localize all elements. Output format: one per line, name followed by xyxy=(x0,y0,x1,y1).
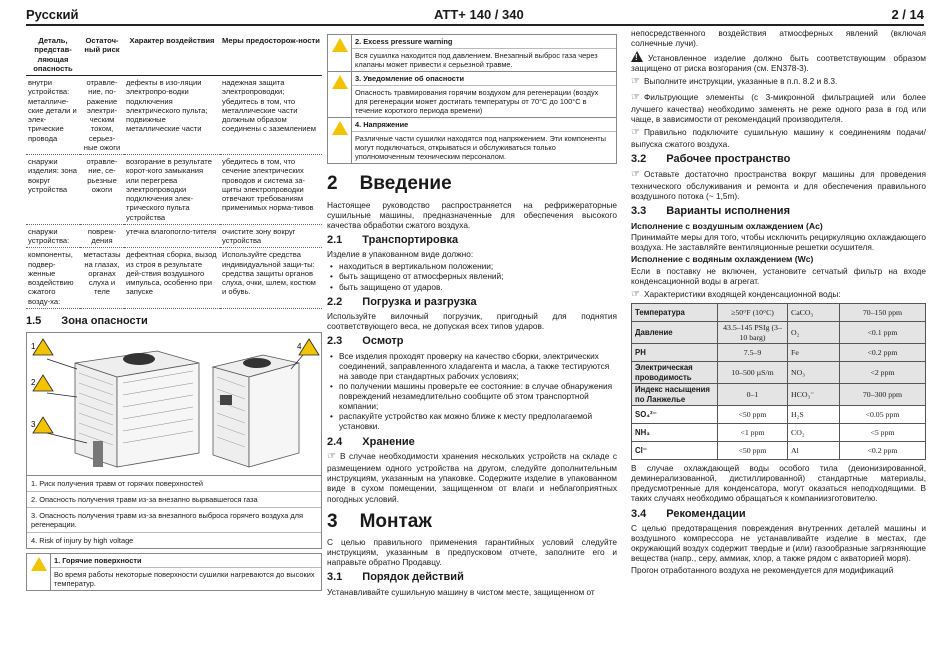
table-cell: снаружи устройства: xyxy=(26,224,80,248)
table-row xyxy=(26,248,322,309)
table-cell: Fe xyxy=(788,344,840,362)
legend-item: 2. Опасность получения травм из-за внезапно вырвавшегося газа xyxy=(27,491,321,507)
table-cell: PH xyxy=(632,344,718,362)
table-cell: H₂S xyxy=(788,406,840,424)
loading-text: Используйте вилочный погрузчик, пригодный для поднятия соответствующего веса, не допуская всех типов ударов. xyxy=(327,311,617,332)
section-number: 2.2 xyxy=(327,295,343,308)
callout-4: 4 xyxy=(297,342,302,352)
list-item: • находиться в вертикальном положении; xyxy=(327,261,617,271)
legend-item: 3. Опасность получения травм из-за внезапного выброса горячего воздуха для регенерации. xyxy=(27,507,321,532)
warning-box-voltage xyxy=(327,118,617,164)
step-text xyxy=(631,127,926,149)
section-title: Зона опасности xyxy=(61,314,148,327)
table-cell: SO₄²⁻ xyxy=(632,406,718,424)
table-row xyxy=(26,224,322,248)
table-cell: O₂ xyxy=(788,322,840,344)
procedure-text: Устанавливайте сушильную машину в чистом месте, защищенном от xyxy=(327,586,595,597)
table-cell: 0–1 xyxy=(718,384,788,406)
table-row xyxy=(632,406,926,424)
legend-item: 1. Риск получения травм от горячих поверхностей xyxy=(31,479,204,489)
table-row xyxy=(632,322,926,344)
spec-intro-body: Характеристики входящей конденсационной воды: xyxy=(643,288,841,299)
table-cell: HCO₃⁻ xyxy=(788,384,840,406)
table-cell: внутри устройства: металличе-ские детали и элек-трические провода xyxy=(26,76,80,155)
section-title: Варианты исполнения xyxy=(666,205,790,218)
table-cell: NO₃ xyxy=(788,362,840,384)
warning-box-hot-air xyxy=(327,72,617,118)
workspace-text xyxy=(631,169,926,201)
pointing-hand-icon: ☞ xyxy=(631,76,640,88)
table-cell: CO₂ xyxy=(788,424,840,442)
table-cell: 7.5–9 xyxy=(718,344,788,362)
warning-box-pressure xyxy=(327,34,617,72)
hot-surface-title: 1. Горячие поверхности xyxy=(51,554,321,568)
table-cell: Используйте средства индивидуальной защи-ты: средства защиты органов слуха, очки, шлем, костюм и обувь. xyxy=(220,248,322,309)
table-cell: <0.1 ppm xyxy=(840,322,926,344)
table-cell: <0.2 ppm xyxy=(840,344,926,362)
recommendations-text-2: Прогон отработанного воздуха не рекомендуется для модификаций xyxy=(631,565,894,576)
section-title: Погрузка и разгрузка xyxy=(362,295,477,308)
list-item: • быть защищено от атмосферных явлений; xyxy=(327,271,617,281)
table-row xyxy=(26,76,322,155)
table-cell: 70–300 ppm xyxy=(840,384,926,406)
legend-item: 4. Risk of injury by high voltage xyxy=(27,532,321,548)
table-row xyxy=(632,442,926,460)
recommendations-text: С целью предотвращения повреждения внутренних деталей машины и воздушного компрессора не устанавливайте изделие в местах, где окружающий воздух содержит твердые и (или) газообразные загрязняющие вещества (напр., серу, аммиак, хлор, а также рядом с акваторией моря). xyxy=(631,522,926,564)
list-item: • распакуйте устройство как можно ближе к месту предполагаемой установки. xyxy=(327,411,617,431)
table-cell: отравле-ние, по-ражение электри-ческим током, серьез-ные ожоги xyxy=(80,76,124,155)
section-title: Рекомендации xyxy=(666,507,746,520)
table-cell: <50 ppm xyxy=(718,442,788,460)
table-row xyxy=(26,155,322,225)
fire-warning-body: Установленное изделие должно быть соответствующим образом защищено от риска возгорания (см. EN378-3). xyxy=(631,53,926,74)
air-cooled-text: Принимайте меры для того, чтобы исключить рециркуляцию охлаждающего воздуха. Не заставляйте вентиляционные решетки осушителя. xyxy=(631,232,926,253)
section-3-2-heading xyxy=(631,153,926,166)
pointing-hand-icon: ☞ xyxy=(327,451,336,462)
warning-text: Опасность травмирования горячим воздухом для регенерации (воздух для регенерации может достигать температуры от 70°C до 100°C в течение короткого периода времени) xyxy=(355,88,599,116)
table-cell: CaCO₃ xyxy=(788,304,840,322)
fire-warning-text xyxy=(631,51,926,73)
list-item: • быть защищено от ударов. xyxy=(327,282,617,292)
table-cell: Электрическая проводимость xyxy=(632,362,718,384)
special-water-text: В случае охлаждающей воды особого тила (деионизированной, деминерализованной, дистиллированной) стандартные материалы, предусмотренные для конденсатора, могут оказаться неподходящими. В таких случаях необходимо обращаться к компаниизготовителю. xyxy=(631,463,926,504)
table-row xyxy=(632,384,926,406)
section-2-3-heading xyxy=(327,335,617,348)
hazard-th-nature: Характер воздействия xyxy=(124,34,220,76)
table-row xyxy=(632,344,926,362)
table-cell: <2 ppm xyxy=(840,362,926,384)
dryer-illustration xyxy=(27,333,321,475)
table-cell: возгорание в результате корот-кого замыкания или перегрева электропроводки подключения элек-трического пульта устройства xyxy=(124,155,220,225)
warning-title: 4. Напряжение xyxy=(352,118,616,132)
step-text xyxy=(631,76,926,88)
table-cell: 70–150 ppm xyxy=(840,304,926,322)
pointing-hand-icon: ☞ xyxy=(631,168,640,180)
section-title: Хранение xyxy=(362,435,415,448)
voltage-warning-icon xyxy=(332,121,348,135)
section-2-2-heading xyxy=(327,296,617,309)
chapter-title: Введение xyxy=(359,173,452,195)
warning-text: Различные части сушилки находятся под напряжением. Эти компоненты могут подключаться, открываться и обслуживаться только уполномоченным техническим персоналом. xyxy=(355,134,606,162)
chapter-2-heading xyxy=(327,172,617,195)
warning-title: 3. Уведомление об опасности xyxy=(352,72,616,86)
section-title: Рабочее пространство xyxy=(666,153,791,166)
table-cell: <1 ppm xyxy=(718,424,788,442)
table-cell: очистите зону вокруг устройства xyxy=(220,224,322,248)
step-body: Фильтрующие элементы (с 3-микронной фильтрацией или более лучшего качества) необходимо заменять не реже одного раза в год или чаще, в зависимости от рекомендаций производителя. xyxy=(631,91,926,124)
table-cell: Al xyxy=(788,442,840,460)
section-3-4-heading xyxy=(631,508,926,521)
pointing-hand-icon: ☞ xyxy=(631,127,640,139)
hot-surface-box xyxy=(26,553,322,591)
header-language: Русский xyxy=(26,7,79,23)
section-title: Осмотр xyxy=(362,335,404,348)
spec-intro xyxy=(631,289,926,301)
callout-2: 2 xyxy=(31,378,36,388)
step-text xyxy=(631,92,926,124)
transport-text: Изделие в упакованном виде должно: xyxy=(327,249,474,260)
inspection-list xyxy=(327,351,617,432)
step-body: Выполните инструкции, указанные в п.п. 8.2 и 8.3. xyxy=(643,76,838,87)
storage-text xyxy=(327,451,617,504)
section-3-1-heading xyxy=(327,571,617,584)
mount-text: С целью правильного применения гарантийных условий следуйте инструкциям, указанным в предпусковом отчете, заполните его и направьте обратно Продавцу. xyxy=(327,536,617,568)
table-cell: метастазы на глазах, органах слуха и теле xyxy=(80,248,124,309)
warning-icon xyxy=(631,51,643,62)
chapter-3-heading xyxy=(327,510,617,533)
chapter-title: Монтаж xyxy=(359,510,432,532)
section-number: 2.4 xyxy=(327,435,343,448)
section-number: 1.5 xyxy=(26,314,42,327)
chapter-number: 3 xyxy=(327,510,338,532)
column-1 xyxy=(26,34,322,591)
hazard-th-measures: Меры предосторож-ности xyxy=(220,34,322,76)
section-2-4-heading xyxy=(327,436,617,449)
column-3 xyxy=(631,28,926,578)
section-title: Порядок действий xyxy=(362,571,464,584)
table-row xyxy=(632,362,926,384)
table-cell: надежная защита электропроводки; убедитесь в том, что металлические части должным образом соединены с заземлением xyxy=(220,76,322,155)
section-2-1-heading xyxy=(327,234,617,247)
table-cell: убедитесь в том, что сечение электрических проводов и система за-щиты электропроводки отвечают требованиям применимых норма-тивов xyxy=(220,155,322,225)
step-body: Правильно подключите сушильную машину к соединениям подачи/выпуска сжатого воздуха. xyxy=(631,127,926,150)
hot-surface-text: Во время работы некоторые поверхности сушилки нагреваются до высоких температур. xyxy=(54,570,315,589)
pointing-hand-icon: ☞ xyxy=(631,288,640,300)
chapter-number: 2 xyxy=(327,173,338,195)
transport-list xyxy=(327,261,617,291)
callout-3: 3 xyxy=(31,420,36,430)
hot-air-warning-icon xyxy=(332,75,348,89)
pressure-warning-icon xyxy=(332,38,348,52)
table-cell: <0.2 ppm xyxy=(840,442,926,460)
intro-text: Настоящее руководство распространяется на рефрижераторные сушильные машины, предназначенные для обеспечения высокого качества обработки сжатого воздуха. xyxy=(327,199,617,230)
table-cell: <5 ppm xyxy=(840,424,926,442)
table-cell: <0.05 ppm xyxy=(840,406,926,424)
table-cell: ≥50°F (10°C) xyxy=(718,304,788,322)
callout-1: 1 xyxy=(31,342,36,352)
table-cell: отравле-ние, се-рьезные ожоги xyxy=(80,155,124,225)
table-cell: NH₃ xyxy=(632,424,718,442)
table-cell: 43.5–145 PSIg (3–10 barg) xyxy=(718,322,788,344)
table-row xyxy=(632,424,926,442)
section-number: 3.1 xyxy=(327,571,343,584)
hazard-th-risk: Остаточ-ный риск xyxy=(80,34,124,76)
list-item: • по получении машины проверьте ее состояние: в случае обнаружения повреждений незамедлительно сообщите об этом транспортной компании; xyxy=(327,381,617,411)
section-title: Транспортировка xyxy=(362,233,459,246)
table-cell: утечка влагопогло-тителя xyxy=(124,224,220,248)
hazard-table xyxy=(26,34,322,309)
section-3-3-heading xyxy=(631,205,926,218)
list-item: • Все изделия проходят проверку на качество сборки, электрических соединений, заправленного хладагента и масла, а также тестируются на заводе при стандартных рабочих условиях; xyxy=(327,351,617,381)
water-spec-table xyxy=(631,303,926,460)
warning-text: Вся сушилка находится под давлением. Внезапный выброс газа через клапаны может привести к серьезной травме. xyxy=(355,51,598,70)
table-cell: 10–500 µS/m xyxy=(718,362,788,384)
air-cooled-heading: Исполнение с воздушным охлаждением (Ac) xyxy=(631,220,823,231)
workspace-body: Оставьте достаточно пространства вокруг машины для проведения технического обслуживания и ремонта и для обеспечения правильного воздушного потока (~ 1,5m). xyxy=(631,168,926,202)
water-cooled-heading: Исполнение с водяным охлаждением (Wc) xyxy=(631,254,814,265)
table-cell: дефекты в изо-ляции электропро-водки подключения электрического пульта; подвижные металлические части xyxy=(124,76,220,155)
section-number: 2.3 xyxy=(327,335,343,348)
header-page-number: 2 / 14 xyxy=(891,7,924,23)
warning-title: 2. Excess pressure warning xyxy=(352,35,616,49)
section-1-5-heading xyxy=(26,315,322,328)
danger-zone-figure xyxy=(26,332,322,476)
hazard-th-part: Деталь, представ-ляющая опасность xyxy=(26,34,80,76)
section-number: 3.3 xyxy=(631,205,647,218)
section-number: 3.2 xyxy=(631,153,647,166)
table-cell: Давление xyxy=(632,322,718,344)
table-cell: Индекс насыщения по Ланжелье xyxy=(632,384,718,406)
table-cell: дефектная сборка, вызод из строя в результате дей-ствия воздушного импульса, особенно при запуске xyxy=(124,248,220,309)
table-cell: снаружи изделия: зона вокруг устройства xyxy=(26,155,80,225)
table-cell: Температура xyxy=(632,304,718,322)
hot-surface-warning-icon xyxy=(31,557,47,571)
table-row xyxy=(632,304,926,322)
column-2 xyxy=(327,34,617,599)
pointing-hand-icon: ☞ xyxy=(631,91,640,103)
danger-zone-legend xyxy=(26,476,322,549)
page-header xyxy=(26,6,924,26)
section-number: 2.1 xyxy=(327,233,343,246)
table-cell: компоненты, подвер-женные воздействию сжатого возду-ха: xyxy=(26,248,80,309)
water-cooled-text: Если в поставку не включен, установите сетчатый фильтр на входе конденсационной воды в агрегат. xyxy=(631,265,926,286)
table-cell: <50 ppm xyxy=(718,406,788,424)
header-model: ATT+ 140 / 340 xyxy=(434,7,524,23)
section-number: 3.4 xyxy=(631,507,647,520)
table-cell: повреж-дения xyxy=(80,224,124,248)
table-cell: Cl⁻ xyxy=(632,442,718,460)
storage-text-body: В случае необходимости хранения нескольких устройств на складе с размещением одного устройства на другом, следуйте дополнительным инструкциям, указанным на упаковке. Содержите изделие в упакованном виде в сухом помещении, защищенном от влаги и неблагоприятных погодных условий. xyxy=(327,451,617,504)
procedure-continued: непосредственного воздействия атмосферных явлений (включая солнечные лучи). xyxy=(631,28,926,49)
